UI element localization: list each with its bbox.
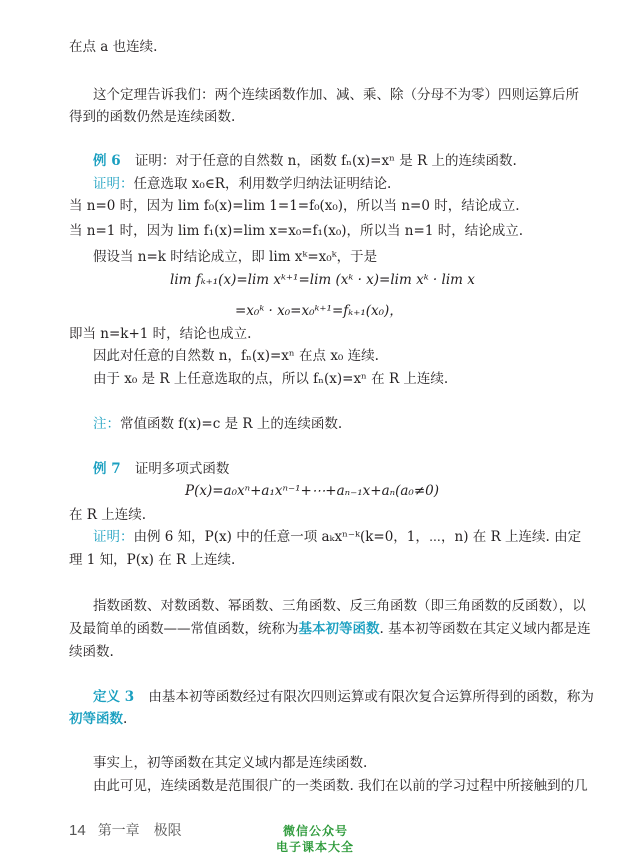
text-line: 续函数. bbox=[69, 644, 114, 660]
example-label: 例 6 bbox=[93, 153, 121, 169]
watermark-line: 电子课本大全 bbox=[276, 840, 355, 854]
text-line bbox=[69, 710, 588, 728]
text-line: 假设当 n=k 时结论成立，即 lim xᵏ=x₀ᵏ，于是 bbox=[93, 249, 378, 265]
watermark-line: 微信公众号 bbox=[283, 824, 349, 838]
definition-3 bbox=[93, 688, 594, 706]
note-label: 注： bbox=[93, 416, 120, 432]
equation-line: P(x)=a₀xⁿ+a₁xⁿ⁻¹+⋯+aₙ₋₁x+aₙ(a₀≠0) bbox=[185, 483, 440, 499]
definition-label: 定义 3 bbox=[93, 689, 135, 705]
text-line: 理 1 知，P(x) 在 R 上连续. bbox=[69, 552, 236, 568]
text-line: 事实上，初等函数在其定义域内都是连续函数. bbox=[93, 755, 368, 771]
text-line: 因此对任意的自然数 n，fₙ(x)=xⁿ 在点 x₀ 连续. bbox=[93, 348, 379, 364]
text-line: 当 n=0 时，因为 lim f₀(x)=lim 1=1=f₀(x₀)，所以当 n=0 时，结论成立. bbox=[69, 198, 520, 214]
example-text: 证明多项式函数 bbox=[134, 461, 230, 477]
term-basic-elementary-functions: 基本初等函数 bbox=[298, 621, 380, 637]
text-span: . bbox=[123, 711, 128, 727]
text-line: 指数函数、对数函数、幂函数、三角函数、反三角函数（即三角函数的反函数），以 bbox=[93, 598, 586, 614]
text-line: 当 n=1 时，因为 lim f₁(x)=lim x=x₀=f₁(x₀)，所以当 n=1 时，结论成立. bbox=[69, 223, 523, 239]
text-line: 这个定理告诉我们：两个连续函数作加、减、乘、除（分母不为零）四则运算后所 bbox=[93, 87, 579, 103]
page-number: 14 bbox=[69, 822, 86, 839]
text-line: 得到的函数仍然是连续函数. bbox=[69, 109, 236, 125]
proof-text: 任意选取 x₀∈R，利用数学归纳法证明结论. bbox=[133, 176, 392, 192]
text-span: 及最简单的函数——常值函数，统称为 bbox=[69, 621, 299, 637]
example-text: 证明：对于任意的自然数 n，函数 fₙ(x)=xⁿ 是 R 上的连续函数. bbox=[134, 153, 517, 169]
text-line: 即当 n=k+1 时，结论也成立. bbox=[69, 326, 252, 342]
note-line bbox=[93, 415, 588, 433]
proof-text: 由例 6 知，P(x) 中的任意一项 aₖxⁿ⁻ᵏ(k=0，1，⋯，n) 在 R 上连续. 由定 bbox=[133, 529, 582, 545]
text-line: 由于 x₀ 是 R 上任意选取的点，所以 fₙ(x)=xⁿ 在 R 上连续. bbox=[93, 371, 449, 387]
note-text: 常值函数 f(x)=c 是 R 上的连续函数. bbox=[120, 416, 343, 432]
text-line: 由此可见，连续函数是范围很广的一类函数. 我们在以前的学习过程中所接触到的几 bbox=[93, 778, 588, 794]
definition-text: 由基本初等函数经过有限次四则运算或有限次复合运算所得到的函数，称为 bbox=[148, 689, 594, 705]
proof-label: 证明： bbox=[93, 176, 134, 192]
equation-line: lim fₖ₊₁(x)=lim xᵏ⁺¹=lim (xᵏ · x)=lim xᵏ · lim x bbox=[170, 272, 475, 288]
text-line: 在点 a 也连续. bbox=[69, 39, 158, 55]
chapter-title: 第一章 极限 bbox=[97, 823, 182, 839]
page-footer bbox=[69, 820, 182, 840]
proof-line bbox=[93, 528, 588, 546]
example-7 bbox=[93, 460, 588, 478]
proof-line bbox=[93, 175, 588, 193]
text-span: . 基本初等函数在其定义域内都是连 bbox=[379, 621, 591, 637]
proof-label: 证明： bbox=[93, 529, 134, 545]
example-label: 例 7 bbox=[93, 461, 121, 477]
text-line bbox=[69, 620, 591, 638]
equation-line: =x₀ᵏ · x₀=x₀ᵏ⁺¹=fₖ₊₁(x₀)， bbox=[235, 303, 403, 319]
text-line: 在 R 上连续. bbox=[69, 507, 147, 523]
example-6 bbox=[93, 152, 588, 170]
term-elementary-functions: 初等函数 bbox=[69, 711, 123, 727]
